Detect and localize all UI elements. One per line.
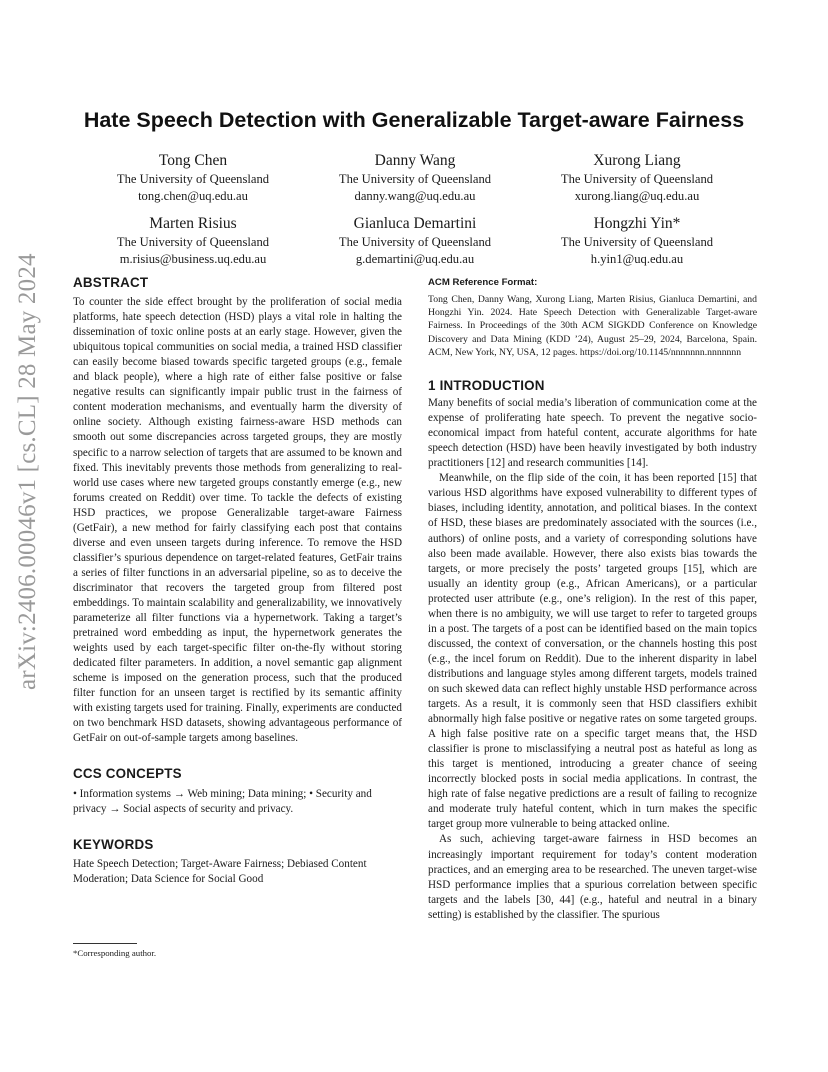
ccs-text: • Information systems → Web mining; Data mining; • Security and privacy → Social aspects of security and privacy. bbox=[73, 787, 372, 815]
author-affiliation: The University of Queensland bbox=[560, 172, 714, 186]
author-name: Xurong Liang bbox=[593, 152, 681, 169]
acm-reference-heading: ACM Reference Format: bbox=[428, 277, 538, 288]
author-block bbox=[300, 151, 530, 204]
footnote-rule bbox=[73, 943, 137, 944]
author-name: Marten Risius bbox=[149, 215, 237, 232]
author-block bbox=[522, 151, 752, 204]
author-affiliation: The University of Queensland bbox=[338, 172, 492, 186]
author-email: m.risius@business.uq.edu.au bbox=[119, 251, 267, 266]
author-affiliation: The University of Queensland bbox=[560, 235, 714, 249]
author-block bbox=[78, 214, 308, 267]
acm-reference-text: Tong Chen, Danny Wang, Xurong Liang, Marten Risius, Gianluca Demartini, and Hongzhi Yin. 2024. Hate Speech Detection with Generalizable Target-aware Fairness. In Proceedings of the 30th ACM SIGKDD Conference on Knowledge Discovery and Data Mining (KDD ’24), August 25–29, 2024, Barcelona, Spain. ACM, New York, NY, USA, 12 pages. https://doi.org/10.1145/nnnnnnn.nnnnnnn bbox=[428, 294, 757, 358]
author-block bbox=[522, 214, 752, 267]
intro-paragraph: As such, achieving target-aware fairness in HSD becomes an increasingly important requirement for today’s content moderation practices, and an emerging area to be researched. The uneven target-wise HSD performance implies that a spurious correlation between specific targets and the labels [30, 44] (e.g., hateful and neutral in a binary setting) is established by the classifier. The spurious bbox=[428, 833, 757, 921]
author-name: Danny Wang bbox=[374, 152, 456, 169]
paper-title: Hate Speech Detection with Generalizable Target-aware Fairness bbox=[83, 108, 745, 132]
author-name: Hongzhi Yin* bbox=[593, 215, 681, 232]
author-email: g.demartini@uq.edu.au bbox=[355, 251, 475, 266]
author-affiliation: The University of Queensland bbox=[338, 235, 492, 249]
author-email: danny.wang@uq.edu.au bbox=[354, 188, 476, 203]
author-email: xurong.liang@uq.edu.au bbox=[574, 188, 700, 203]
ccs-heading: CCS CONCEPTS bbox=[73, 766, 182, 782]
author-affiliation: The University of Queensland bbox=[116, 235, 270, 249]
right-column bbox=[428, 275, 757, 923]
arxiv-identifier: arXiv:2406.00046v1 [cs.CL] 28 May 2024 bbox=[14, 253, 41, 690]
abstract-text: To counter the side effect brought by the proliferation of social media platforms, hate speech detection (HSD) plays a vital role in halting the dissemination of toxic online posts at an early stage. However, given the ubiquitous topical communities on social media, a trained HSD classifier can easily become biased towards specific targeted groups (e.g., female and black people), where a high rate of either false positive or false negative results can significantly impair public trust in the fairness of content moderation mechanisms, and eventually harm the diversity of online society. Although existing fairness-aware HSD methods can smooth out some discrepancies across targeted groups, they are mostly specific to a narrow selection of targets that are assumed to be known and fixed. This inevitably prevents those methods from generalizing to real-world use cases where new targeted groups constantly emerge (e.g., new forums created on Reddit) over time. To tackle the defects of existing HSD practices, we propose Generalizable target-aware Fairness (GetFair), a new method for fairly classifying each post that contains diverse and even unseen targets during inference. To remove the HSD classifier’s spurious dependence on target-related features, GetFair trains a series of filter functions in an adversarial pipeline, so as to deceive the discriminator that recovers the targeted group from filtered post embeddings. To maintain scalability and generalizability, we innovatively parameterize all filter functions via a hypernetwork. Taking a target’s pretrained word embedding as input, the hypernetwork generates the weights used by each target-specific filter on-the-fly without storing dedicated filter parameters. In addition, a novel semantic gap alignment scheme is imposed on the generation process, such that the produced filter function for an unseen target is rectified by its semantic affinity with existing targets used for training. Finally, experiments are conducted on two benchmark HSD datasets, showing advantageous performance of GetFair on out-of-sample targets among baselines. bbox=[73, 296, 402, 745]
author-name: Tong Chen bbox=[158, 152, 228, 169]
intro-paragraph: Many benefits of social media’s liberation of communication come at the expense of proliferating hate speech. To prevent the negative socio-economical impact from hateful content, accurate algorithms for hate speech detection (HSD) have been heavily investigated by both industry practitioners [12] and research communities [14]. bbox=[428, 397, 757, 470]
introduction-heading: 1 INTRODUCTION bbox=[428, 378, 545, 394]
author-email: h.yin1@uq.edu.au bbox=[590, 251, 684, 266]
intro-paragraph: Meanwhile, on the flip side of the coin, it has been reported [15] that various HSD algorithms have exposed vulnerability to different types of biases, including identity, annotation, and political biases. In the context of HSD, these biases are predominately associated with the sources (i.e., authors) of online posts, and a variety of corresponding solutions have also been made available. However, there also exists bias towards the targets, or more precisely the posts’ targeted groups [15], which are usually an identity group (e.g., African Americans), or a particular protected user attribute (e.g., one’s religion). In the rest of this paper, when there is no ambiguity, we will use target to refer to targeted groups in a post. The targets of a post can be identified based on the main topics discussed, the context of conversation, or the channels hosting this post (e.g., the incel forum on Reddit). Due to the inherent disparity in label distributions and language styles among different targets, models trained on such skewed data can reflect highly unstable HSD performance across targets. As a result, it is commonly seen that HSD classifiers exhibit abnormally high false positive or negative rates on some targeted groups. A high false positive rate on a specific target means that, the HSD classifier is prone to misclassifying a neutral post as hateful as long as this target is mentioned, introducing a greater chance of seeing incorrectly blocked posts in social media applications. In contrast, the high rate of false negative predictions are a result of failing to recognize and moderate truly hateful content, which in turn makes the specific target group more vulnerable to being attacked online. bbox=[428, 472, 757, 831]
author-block bbox=[300, 214, 530, 267]
keywords-heading: KEYWORDS bbox=[73, 836, 154, 852]
author-block bbox=[78, 151, 308, 204]
author-email: tong.chen@uq.edu.au bbox=[138, 188, 248, 203]
footnote: *Corresponding author. bbox=[73, 948, 157, 958]
author-name: Gianluca Demartini bbox=[353, 215, 477, 232]
author-affiliation: The University of Queensland bbox=[116, 172, 270, 186]
keywords-text: Hate Speech Detection; Target-Aware Fairness; Debiased Content Moderation; Data Science for Social Good bbox=[73, 857, 367, 885]
left-column bbox=[73, 275, 402, 887]
abstract-heading: ABSTRACT bbox=[73, 275, 149, 290]
